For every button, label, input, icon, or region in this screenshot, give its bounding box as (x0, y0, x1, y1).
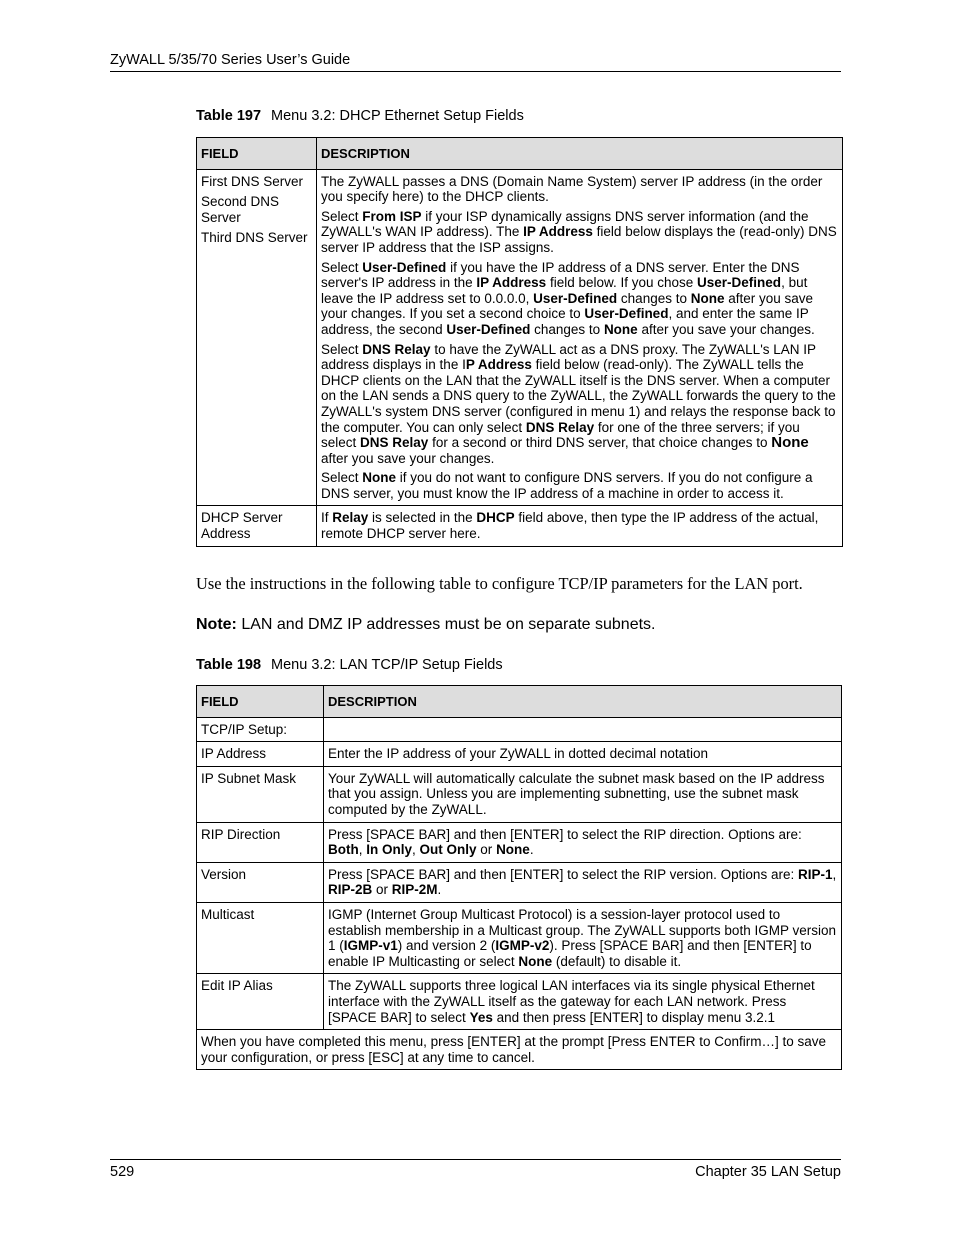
table-row (197, 1030, 842, 1070)
table-197-title: Menu 3.2: DHCP Ethernet Setup Fields (271, 108, 524, 124)
field-cell: Version (197, 862, 324, 902)
description-paragraph: The ZyWALL passes a DNS (Domain Name System) server IP address (in the order you specify here) to the DHCP clients. (321, 173, 823, 205)
description-cell: Your ZyWALL will automatically calculate the subnet mask based on the IP address that you assign. Unless you are implementing subnetting, use the subnet mask computed by the ZyWALL. (324, 766, 842, 822)
field-cell (197, 169, 317, 506)
running-header: ZyWALL 5/35/70 Series User’s Guide (110, 52, 841, 72)
table-198-label: Table 198 (196, 657, 262, 673)
description-cell (324, 717, 842, 742)
description-cell (317, 169, 843, 506)
field-cell: TCP/IP Setup: (197, 717, 324, 742)
description-cell: Press [SPACE BAR] and then [ENTER] to select the RIP direction. Options are: Both, In Only, Out Only or None. (324, 822, 842, 862)
table-footer-cell: When you have completed this menu, press [ENTER] at the prompt [Press ENTER to Confirm…] to save your configuration, or press [ESC] at any time to cancel. (197, 1030, 842, 1070)
field-cell: IP Address (197, 742, 324, 767)
table-197 (196, 137, 843, 547)
note-text: LAN and DMZ IP addresses must be on separate subnets. (236, 616, 656, 633)
column-header-field: FIELD (197, 686, 324, 718)
table-row (197, 742, 842, 767)
description-paragraph: Select User-Defined if you have the IP address of a DNS server. Enter the DNS server's IP address in the IP Address field below. If you chose User-Defined, but leave the IP address set to 0.0.0.0, User-Defined changes to None after you save your changes. If you set a second choice to User-Defined, and enter the same IP address, the second User-Defined changes to None after you save your changes. (321, 259, 815, 337)
description-paragraph: Select From ISP if your ISP dynamically assigns DNS server information (and the ZyWALL's WAN IP address). The IP Address field below displays the (read-only) DNS server IP address that the ISP assigns. (321, 208, 837, 255)
table-row (197, 766, 842, 822)
description-paragraph: Select None if you do not want to configure DNS servers. If you do not configure a DNS server, you must know the IP address of a machine in order to access it. (321, 470, 813, 501)
description-cell: Enter the IP address of your ZyWALL in dotted decimal notation (324, 742, 842, 767)
field-cell: Edit IP Alias (197, 974, 324, 1030)
table-197-caption (196, 108, 524, 124)
field-name: Second DNS Server (201, 194, 280, 225)
chapter-title: Chapter 35 LAN Setup (695, 1164, 841, 1180)
description-cell: Press [SPACE BAR] and then [ENTER] to select the RIP version. Options are: RIP-1, RIP-2B or RIP-2M. (324, 862, 842, 902)
column-header-field: FIELD (197, 138, 317, 170)
field-name: Third DNS Server (201, 230, 308, 246)
description-cell: The ZyWALL supports three logical LAN interfaces via its single physical Ethernet interface with the ZyWALL itself as the gateway for each LAN network. Press [SPACE BAR] to select Yes and then press [ENTER] to display menu 3.2.1 (324, 974, 842, 1030)
field-name: First DNS Server (201, 173, 304, 189)
table-197-label: Table 197 (196, 108, 262, 124)
page-footer (110, 1159, 841, 1180)
table-row (197, 506, 843, 546)
note (196, 616, 655, 634)
description-cell: If Relay is selected in the DHCP field above, then type the IP address of the actual, remote DHCP server here. (317, 506, 843, 546)
column-header-description: DESCRIPTION (317, 138, 843, 170)
description-paragraph: Select DNS Relay to have the ZyWALL act as a DNS proxy. The ZyWALL's LAN IP address displays in the IP Address field below (read-only). The ZyWALL tells the DHCP clients on the LAN that the ZyWALL itself is the DNS server. When a computer on the LAN sends a DNS query to the ZyWALL, the ZyWALL forwards the query to the ZyWALL's system DNS server (configured in menu 1) and relays the response back to the computer. You can only select DNS Relay for one of the three servers; if you select DNS Relay for a second or third DNS server, that choice changes to None after you save your changes. (321, 341, 836, 466)
table-row (197, 169, 843, 506)
table-row (197, 974, 842, 1030)
table-row (197, 717, 842, 742)
table-row (197, 902, 842, 973)
field-cell: Multicast (197, 902, 324, 973)
description-cell: IGMP (Internet Group Multicast Protocol) is a session-layer protocol used to establish membership in a Multicast group. The ZyWALL supports both IGMP version 1 (IGMP-v1) and version 2 (IGMP-v2). Press [SPACE BAR] and then [ENTER] to enable IP Multicasting or select None (default) to disable it. (324, 902, 842, 973)
table-198-caption (196, 657, 503, 673)
field-cell: DHCP Server Address (197, 506, 317, 546)
page-number: 529 (110, 1164, 135, 1180)
table-198 (196, 685, 842, 1070)
column-header-description: DESCRIPTION (324, 686, 842, 718)
table-198-title: Menu 3.2: LAN TCP/IP Setup Fields (271, 657, 503, 673)
body-paragraph: Use the instructions in the following table to configure TCP/IP parameters for the LAN port. (196, 574, 803, 593)
note-label: Note: (196, 616, 237, 633)
field-cell: IP Subnet Mask (197, 766, 324, 822)
table-row (197, 862, 842, 902)
table-row (197, 822, 842, 862)
table-header-row (197, 138, 843, 170)
field-cell: RIP Direction (197, 822, 324, 862)
table-header-row (197, 686, 842, 718)
